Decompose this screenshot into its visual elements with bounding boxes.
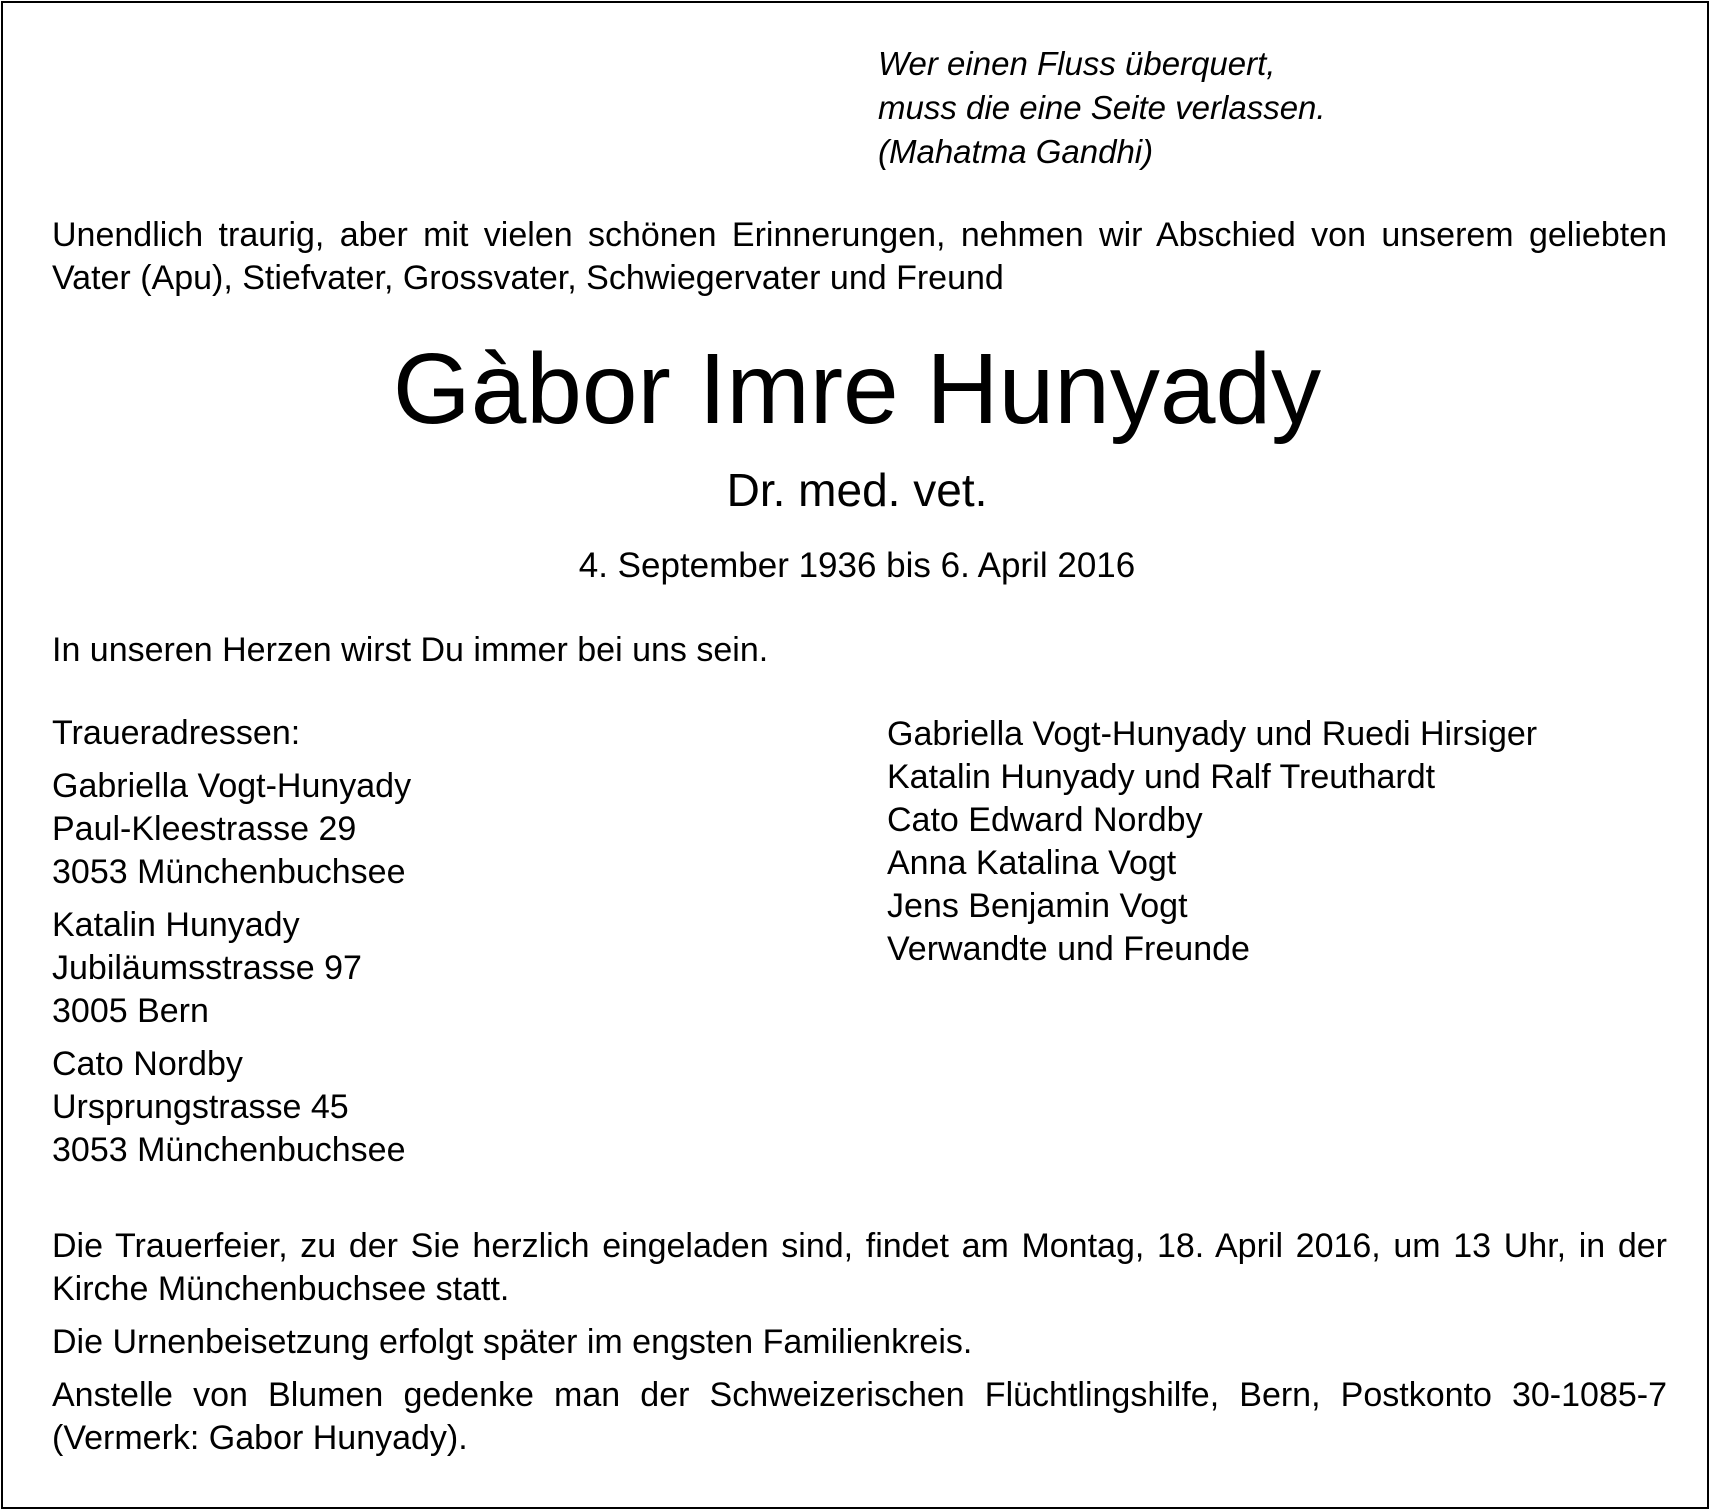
mourners-list (887, 713, 1537, 971)
address-name: Katalin Hunyady (52, 906, 300, 944)
quote-attribution: (Mahatma Gandhi) (878, 133, 1154, 170)
quote-line: Wer einen Fluss überquert, (878, 45, 1276, 82)
address-street: Jubiläumsstrasse 97 (52, 949, 362, 987)
mourner-name: Verwandte und Freunde (887, 930, 1250, 968)
address-block (52, 904, 411, 1033)
donation-text: Anstelle von Blumen gedenke man der Schweizerischen Flüchtlingshilfe, Bern, Postkonto 30-1085-7 (Vermerk: Gabor Hunyady). (52, 1376, 1667, 1457)
addresses-heading: Traueradressen: (52, 714, 301, 752)
address-street: Ursprungstrasse 45 (52, 1088, 349, 1126)
address-street: Paul-Kleestrasse 29 (52, 810, 357, 848)
address-name: Cato Nordby (52, 1045, 243, 1083)
mourning-addresses (52, 712, 411, 1182)
address-city: 3053 Münchenbuchsee (52, 853, 406, 891)
mourner-name: Jens Benjamin Vogt (887, 887, 1188, 925)
burial-text: Die Urnenbeisetzung erfolgt später im engsten Familienkreis. (52, 1323, 973, 1361)
life-dates: 4. September 1936 bis 6. April 2016 (578, 546, 1136, 585)
address-block (52, 765, 411, 894)
address-name: Gabriella Vogt-Hunyady (52, 767, 412, 805)
intro-text: Unendlich traurig, aber mit vielen schönen Erinnerungen, nehmen wir Abschied von unserem geliebten Vater (Apu), Stiefvater, Grossvater, Schwiegervater und Freund (52, 216, 1667, 297)
deceased-title: Dr. med. vet. (726, 464, 988, 516)
address-city: 3053 Münchenbuchsee (52, 1131, 406, 1169)
epigraph-quote (878, 42, 1326, 174)
ceremony-text: Die Trauerfeier, zu der Sie herzlich eingeladen sind, findet am Montag, 18. April 2016, um 13 Uhr, in der Kirche Münchenbuchsee statt. (52, 1227, 1667, 1308)
deceased-name: Gàbor Imre Hunyady (392, 333, 1322, 445)
address-city: 3005 Bern (52, 992, 209, 1030)
mourner-name: Anna Katalina Vogt (887, 844, 1177, 882)
mourner-name: Cato Edward Nordby (887, 801, 1203, 839)
ceremony-details (52, 1225, 1667, 1470)
mourner-name: Gabriella Vogt-Hunyady und Ruedi Hirsiger (887, 715, 1538, 753)
address-block (52, 1043, 411, 1172)
obituary-notice (1, 1, 1709, 1509)
closing-line: In unseren Herzen wirst Du immer bei uns sein. (52, 631, 769, 669)
mourner-name: Katalin Hunyady und Ralf Treuthardt (887, 758, 1436, 796)
quote-line: muss die eine Seite verlassen. (878, 89, 1326, 126)
